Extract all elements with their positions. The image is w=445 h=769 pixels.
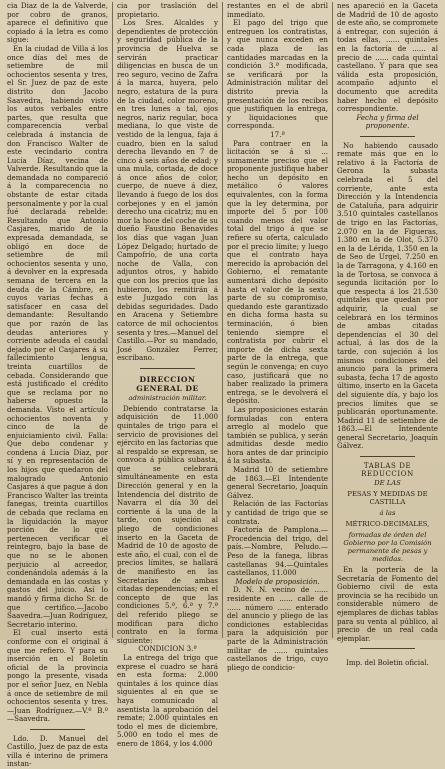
- divider: [140, 368, 196, 369]
- divider: [360, 136, 416, 137]
- paragraph: cia Diaz de la de Valverde, por cobro de granos, aparece el definitivo que copiado á la letra es como sigue:: [7, 1, 108, 45]
- table-sub: PESAS Y MEDIDAS DE CASTILLA: [347, 490, 428, 507]
- column-4: [332, 1, 442, 668]
- paragraph: Debiendo contratarse la adquisición de 11.000 quintales de trigo para el servicio de provisiones del ejército en las factorías que al respaldo se expresan, se convoca á pública subasta, que se celebrará simultáneamente en esta Dirección general y en la Intendencia del distrito de Navarra el día 30 del corriente á la una de la tarde, con sujeción al pliego de condiciones inserto en la Gaceta de Madrid de 10 de agosto de este año, el cual, con el de precios límites, se hallará de manifiesto en las Secretarías de ambas citadas dependencias; en el concepto de que las condiciones 5.ª, 6.ª y 7.ª del referido pliego se modifican para dicho contrato en la forma siguiente:: [117, 403, 218, 645]
- column-3: [222, 1, 332, 672]
- divider: [360, 648, 416, 649]
- paragraph: Madrid 10 de setiembre de 1863.—El Intendente general Secretario, Joaquín Gálvez.: [227, 465, 328, 500]
- model-title: Modelo de proposición.: [235, 576, 320, 586]
- paragraph: cia por traslación del propietario.: [117, 1, 218, 19]
- section-subheading: administración militar.: [128, 393, 207, 402]
- table-sub: á las: [379, 509, 396, 518]
- paragraph: restantes en el de abril inmediato.: [227, 1, 328, 19]
- paragraph: Las proposiciones estarán formuladas con entera arreglo al modelo que también se publica, y serán admitidas desde medio hora antes de dar principio á la subasta.: [227, 404, 328, 466]
- list-intro: Relación de las Factorías y cantidad de trigo que se contrata.: [227, 499, 328, 526]
- signature-note: Fecha y firma del proponente.: [356, 112, 419, 131]
- paragraph: El pago del trigo que entreguen los contratistas, y que nunca exceden en cada plaza de las cantidades marcadas en la condición 3.ª modificada, se verificará por la Administración militar del distrito previa la presentación de los recibos que justifiquen la entrega, y liquidaciones que corresponda.: [227, 18, 328, 131]
- table-sub: DE LAS: [374, 479, 401, 488]
- paragraph: nes apareció en la Gaceta de Madrid de 10 de agosto de este año, se compromete á entregar, con sujeción á todas ellas, ...... quintales en la factoría de ...... al precio de ...... cada quintal castellano. Y para que sea válida esta proposición, acompaño adjunto el documento que acredita haber hecho el depósito correspondiente.: [337, 1, 438, 114]
- paragraph: En la ciudad de Villa á los once días del mes de setiembre de mil ochocientos sesenta y tres, el Sr. Juez de paz de este distrito don Jacobo Saavedra, habiendo visto los autos verbales entre partes, que resulta que comparecencia verbal celebrada á instancia de don Francisco Walter de este vecindario contra Lucía Díaz, vecina de Valverde. Resultando que la demandada no compareció á la comparecencia no obstante de estar citada personalmente y por la cual fué declarada rebelde: Resultando que Antonio Casjares, marido de la expresada demandada, se obligó en doce de setiembre de mil ochocientos sesenta y uno, á devolver en la expresada semana de tercera en la deuda de la Cámbre, en cuyos varias fechas á satisfacer en casa del demandante: Resultando que por razón de las deudas anteriores y corriente adeuda el caudal dejado por el Casjares á su fallecimiento lengua, treinta cuartillos de cebada. Considerando que está justificado el crédito que se reclama por no haberse opuesto la demanda. Visto el artículo ochocientos noventa y cinco de la de enjuiciamiento civil. Falla: Que debo condenar y condena á Lucía Díaz, por sí y en representación de los hijos que quedaron del malogrado Antonio Casjares á que pague á don Francisco Walter las treinta fanegas, treinta cuartillos de cebada que reclama en la liquidación la mayor porción de lo que pertenecen verificar el reintegro, bajo la base de que no se le abonen perjuicio al acreedor, condenándola además á la demandada en las costas y gastos del juicio. Así lo mandó y firma dicho Sr. de que certifico.—Jacobo Saavedra.—Juan Rodríguez, Secretario interino.: [7, 43, 108, 629]
- printer-imprint: Imp. del Boletin oficial.: [346, 659, 429, 668]
- column-2: [112, 1, 222, 748]
- paragraph: La entrega del trigo que exprese el cuadro se hará en esta forma: 2.000 quintales á los quince días siguientes al en que se haya comunicado al asentista la aprobación del remate; 2.000 quintales en todo el mes de diciembre, 5.000 en todo el mes de enero de 1864, y los 4.000: [117, 652, 218, 748]
- paragraph: No habiendo causado remate más que en lo relativo á la Factoría de Gerona la subasta celebrada el 5 del corriente, ante esta Dirección y la Intendencia de Cataluña, para adquirir 3.510 quintales castellanos de trigo en las Factorías, 2.070 en la de Figueras, 1.380 en la de Olot, 5.370 en la de Lérida, 1.350 en la de Seo de Urgel, 7.250 en la de Tarragona, y 4.160 en la de Tortosa, se convoca á segunda licitación por lo que respecta á los 21.530 quintales que quedan por adquirir, la cual se celebrará en los términos de ambas citadas dependencias el 30 del actual, á las dos de la tarde, con sujeción á los mismos condiciones del anuncio para la primera subasta, fecha 17 de agosto último, inserto en la Gaceta del siguiente día, y bajo los precios límites que se publicarán oportunamente. Madrid 11 de setiembre de 1863.—El Intendente general Secretario, Joaquín Gálvez.: [337, 140, 438, 451]
- section-heading: DIRECCION GENERAL DE: [136, 374, 199, 393]
- paragraph: D. N. N. vecino de ...... residente en ...... calle de ...... número ...... enterado del anuncio y pliego de las condiciones establecidas para la adquisición por parte de la Administración militar de ...... quintales castellanos de trigo, cuyo pliego de condicio-: [227, 585, 328, 672]
- paragraph: El cual inserto está conforme con el original á que me refiero. Y para su inserción en el Boletín oficial de la provincia pongo la presente, visada por el señor Juez, en Nebla á once de setiembre de mil ochocientos sesenta y tres.—Juan Rodríguez.—V.º B.º—Saavedra.: [7, 628, 108, 724]
- table-sub: MÉTRICO-DECIMALES,: [345, 520, 430, 529]
- divider: [360, 456, 416, 457]
- divider: [30, 729, 86, 730]
- table-sub: formadas de órden del Gobierno por la Comisión permanente de pesas y medidas.: [343, 531, 432, 564]
- condition-title: 17.ª: [270, 129, 285, 139]
- table-title: TABLAS DE REDUCCION: [361, 461, 414, 479]
- paragraph: Ldo. D. Manuel del Castillo, Juez de paz de esta villa é interino de primera instan-: [7, 733, 109, 769]
- paragraph: Para contraer en la licitación se á si ... sumamente preciso que el proponente justifique haber hecho un depósito en metálico ó valores equivalentes, con la forma que la ley determina, por importe del 5 por 100 cuando menos del valor total del trigo á que se refiere su oferta, calculado por el precio límite; y luego que el contrato haya merecido la aprobación del Gobierno, el rematante aumentará dicho depósito hasta el valor de la sexta parte de su compromiso, quedando este garantizado en dicha forma hasta su terminación, ó bien teniendo siempre el contratista por cubrir el importe de dicha sexta parte de la entrega, que según le convenga; en cuyo caso, justificará que no haber realizado la primera entrega, se le devolverá el depósito.: [227, 138, 328, 406]
- column-1: [3, 1, 112, 769]
- paragraph: En la portería de la Secretaría de Fomento del Gobierno civil de esta provincia se ha recibido un considerable número de ejemplares de dichas tablas para su venta al público, al precio de un real cada ejemplar.: [337, 565, 438, 643]
- list-item: Factoría de Pamplona.—Procedencia del trigo, del país.—Nombre, Peludo.—Peso de la fanega, libras castellanas 94.—Quintales castellanos, 11.000: [227, 525, 328, 578]
- paragraph: Los Sres. Alcaldes y dependientes de protección y seguridad pública de la provincia de Huelva se servirán practicar diligencias en busca de un reo seguro, vecino de Zafra á la marca, huyera, pelo negro, estatura de la pura de la ciudad, color moreno, en tres lunes a tal, ojos negros, nariz regular, boca mediana, lo que viste de vestido de la lengua, faja á cuadro, bien en la salud derecha llevando en 7 de cinco á seis años de edad; y una mula, cortada, de doce á once años de color, cuerpo, de nueve á diez, llevando á fuego de los dos corbejones y en el jamón derecho una cicatriz; mu en mor la hoce del coche de su dueño Faustino Benavides los días que vagan Juan López Delgado; hurtado de Campofrío, de una corta noche de Valla, con adjuntos otros, y habido que con los precios que las hubieron, los remitirán á este Juzgado con las debidas seguridades. Dado en Aracena y Setiembre catorce de mil ochocientos sesenta y tres.—Manuel del Castillo.—Por su mandado, José González Ferrer, escribano.: [117, 18, 218, 363]
- condition-title: CONDICION 3.ª: [138, 644, 197, 654]
